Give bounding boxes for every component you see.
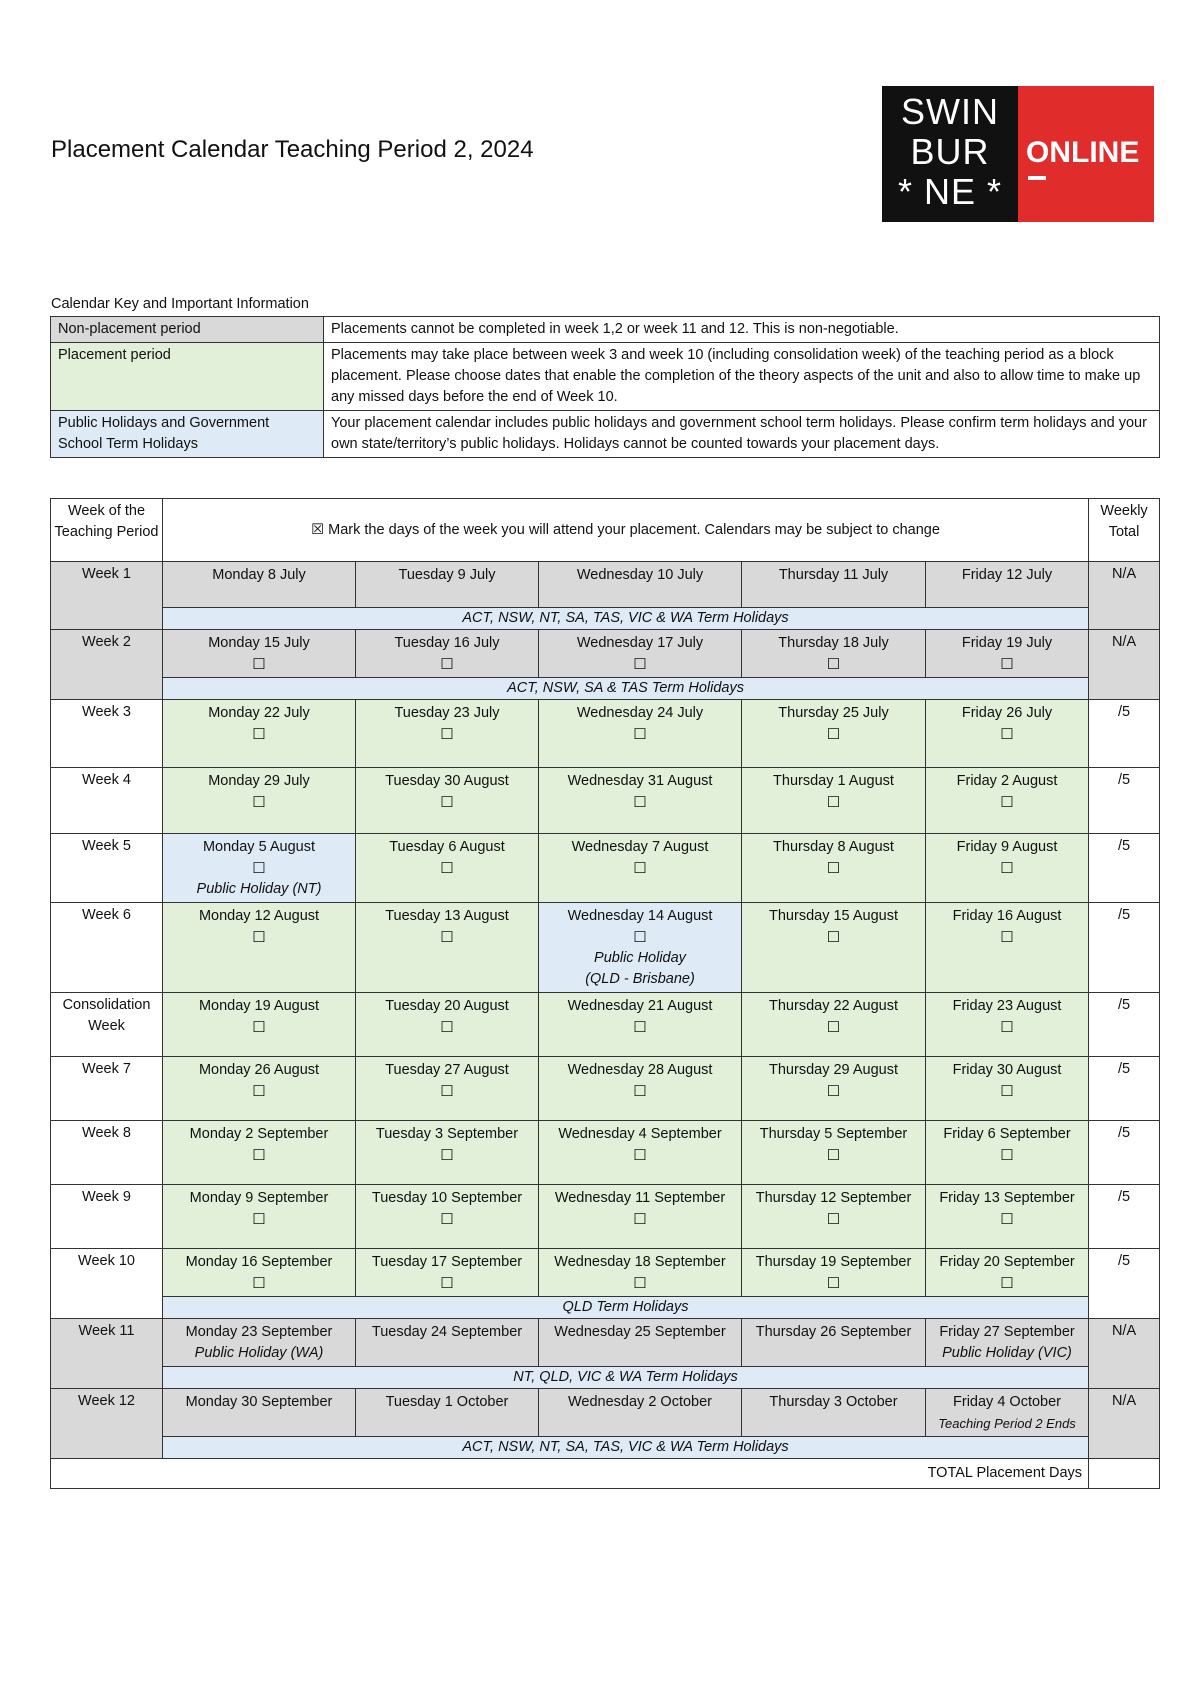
day-cell-tue	[356, 993, 539, 1057]
day-label: Tuesday 30 August	[385, 773, 509, 789]
day-label: Monday 9 September	[189, 1190, 329, 1206]
day-label: Thursday 3 October	[769, 1394, 898, 1410]
day-cell-fri	[926, 1185, 1089, 1249]
day-cell-tue	[356, 1121, 539, 1185]
day-label: Monday 16 September	[185, 1254, 333, 1270]
weekly-total[interactable]: /5	[1089, 768, 1160, 834]
day-checkbox[interactable]: ☐	[440, 726, 454, 743]
week-row	[51, 993, 1160, 1057]
week-row	[51, 1319, 1160, 1367]
day-checkbox[interactable]: ☐	[826, 656, 841, 673]
header-weekly-total: Weekly Total	[1089, 499, 1160, 562]
week-label: Week 10	[51, 1249, 163, 1319]
day-cell-fri	[926, 993, 1089, 1057]
day-checkbox[interactable]: ☐	[440, 1275, 454, 1292]
day-checkbox[interactable]: ☐	[440, 1019, 454, 1036]
day-checkbox[interactable]: ☐	[252, 794, 266, 811]
day-cell-tue	[356, 1185, 539, 1249]
day-label: Tuesday 16 July	[394, 635, 500, 651]
logo-line-1: SWIN	[901, 91, 999, 132]
key-row	[51, 411, 1160, 458]
term-holiday-row	[51, 1367, 1160, 1389]
day-cell-thu	[742, 903, 926, 993]
week-label: Week 9	[51, 1185, 163, 1249]
key-text: Your placement calendar includes public holidays and government school term holidays. Please confirm term holidays and your own state/territory’s public holidays. Holidays cannot be counted towards your placement days.	[324, 411, 1160, 458]
day-label: Friday 26 July	[961, 705, 1053, 721]
day-cell-tue	[356, 1389, 539, 1437]
placement-calendar-table	[50, 498, 1160, 1489]
day-checkbox[interactable]: ☐	[252, 1275, 266, 1292]
week-row	[51, 700, 1160, 768]
week-label: Week 2	[51, 630, 163, 700]
day-checkbox[interactable]: ☐	[252, 860, 266, 877]
day-label: Wednesday 17 July	[576, 635, 704, 651]
day-cell-thu	[742, 1319, 926, 1367]
day-label: Friday 13 September	[939, 1190, 1075, 1206]
day-cell-mon	[163, 834, 356, 903]
day-checkbox[interactable]: ☐	[252, 1019, 266, 1036]
day-cell-thu	[742, 630, 926, 678]
day-checkbox[interactable]: ☐	[633, 794, 647, 811]
day-cell-wed	[539, 1389, 742, 1437]
day-checkbox[interactable]: ☐	[252, 1211, 266, 1228]
day-cell-fri	[926, 1057, 1089, 1121]
day-cell-fri	[926, 562, 1089, 608]
day-checkbox[interactable]: ☐	[1000, 726, 1014, 743]
day-checkbox[interactable]: ☐	[440, 794, 454, 811]
weekly-total[interactable]: /5	[1089, 993, 1160, 1057]
calendar-key-table	[50, 316, 1160, 458]
day-label: Monday 2 September	[189, 1126, 329, 1142]
week-row	[51, 1185, 1160, 1249]
day-label: Thursday 26 September	[755, 1324, 912, 1340]
day-cell-fri	[926, 1389, 1089, 1437]
key-label: Public Holidays and Government School Term Holidays	[51, 411, 324, 458]
day-cell-wed	[539, 768, 742, 834]
day-label: Tuesday 10 September	[371, 1190, 523, 1206]
day-cell-wed	[539, 1319, 742, 1367]
day-label: Thursday 22 August	[769, 998, 898, 1014]
key-text: Placements cannot be completed in week 1,2 or week 11 and 12. This is non-negotiable.	[324, 317, 1160, 343]
logo-online-panel	[1018, 86, 1154, 222]
logo-online-text: ONLINE	[1026, 136, 1140, 169]
day-label: Tuesday 27 August	[385, 1062, 509, 1078]
day-checkbox[interactable]: ☐	[1000, 1019, 1014, 1036]
week-label: Week 8	[51, 1121, 163, 1185]
week-row	[51, 1249, 1160, 1297]
key-label: Placement period	[51, 343, 324, 411]
term-holiday-row	[51, 678, 1160, 700]
weekly-total[interactable]: /5	[1089, 1057, 1160, 1121]
day-cell-mon	[163, 1249, 356, 1297]
day-cell-thu	[742, 1057, 926, 1121]
day-checkbox[interactable]: ☐	[440, 929, 454, 946]
day-cell-thu	[742, 993, 926, 1057]
week-label: Week 3	[51, 700, 163, 768]
day-checkbox[interactable]: ☐	[826, 794, 841, 811]
day-label: Tuesday 20 August	[385, 998, 509, 1014]
calendar-body	[51, 562, 1160, 1459]
day-checkbox[interactable]: ☐	[826, 1147, 841, 1164]
logo-dash	[1028, 176, 1046, 180]
day-label: Friday 6 September	[943, 1126, 1071, 1142]
day-label: Wednesday 11 September	[554, 1190, 726, 1206]
day-cell-mon	[163, 562, 356, 608]
public-holiday-note: Public Holiday (NT)	[196, 881, 322, 897]
day-checkbox[interactable]: ☐	[826, 1019, 841, 1036]
day-label: Wednesday 24 July	[576, 705, 704, 721]
day-cell-fri	[926, 630, 1089, 678]
public-holiday-note: Public Holiday (VIC)	[942, 1345, 1072, 1361]
day-checkbox[interactable]: ☐	[633, 726, 647, 743]
day-checkbox[interactable]: ☐	[440, 1147, 454, 1164]
total-row	[51, 1459, 1160, 1489]
week-label: Week 12	[51, 1389, 163, 1459]
week-label: Consolidation Week	[51, 993, 163, 1057]
week-label: Week 5	[51, 834, 163, 903]
day-cell-tue	[356, 1249, 539, 1297]
day-checkbox[interactable]: ☐	[633, 1083, 647, 1100]
day-checkbox[interactable]: ☐	[1000, 1083, 1014, 1100]
day-checkbox[interactable]: ☐	[440, 656, 454, 673]
header-week: Week of the Teaching Period	[51, 499, 163, 562]
weekly-total[interactable]: /5	[1089, 1249, 1160, 1319]
day-label: Monday 8 July	[212, 567, 306, 583]
day-label: Monday 19 August	[198, 998, 320, 1014]
day-cell-mon	[163, 1121, 356, 1185]
day-label: Friday 30 August	[952, 1062, 1062, 1078]
day-cell-tue	[356, 700, 539, 768]
weekly-total[interactable]: /5	[1089, 700, 1160, 768]
day-cell-wed	[539, 1057, 742, 1121]
day-cell-wed	[539, 630, 742, 678]
day-label: Monday 30 September	[185, 1394, 333, 1410]
day-label: Tuesday 9 July	[398, 567, 496, 583]
day-cell-mon	[163, 1057, 356, 1121]
public-holiday-note: (QLD - Brisbane)	[585, 971, 695, 987]
day-label: Friday 9 August	[956, 839, 1058, 855]
day-cell-wed	[539, 993, 742, 1057]
day-label: Tuesday 6 August	[389, 839, 505, 855]
day-label: Monday 26 August	[198, 1062, 320, 1078]
day-checkbox[interactable]: ☐	[826, 1275, 841, 1292]
day-label: Monday 12 August	[198, 908, 320, 924]
day-cell-thu	[742, 768, 926, 834]
day-checkbox[interactable]: ☐	[1000, 1275, 1014, 1292]
week-row	[51, 1121, 1160, 1185]
day-checkbox[interactable]: ☐	[1000, 929, 1014, 946]
day-cell-thu	[742, 1249, 926, 1297]
weekly-total[interactable]: /5	[1089, 903, 1160, 993]
day-checkbox[interactable]: ☐	[1000, 860, 1014, 877]
day-label: Monday 15 July	[208, 635, 310, 651]
day-checkbox[interactable]: ☐	[633, 1147, 647, 1164]
day-cell-tue	[356, 834, 539, 903]
day-cell-fri	[926, 768, 1089, 834]
total-value	[1089, 1459, 1160, 1489]
day-label: Wednesday 18 September	[554, 1254, 726, 1270]
day-checkbox[interactable]: ☐	[826, 929, 841, 946]
day-cell-thu	[742, 1121, 926, 1185]
day-label: Monday 5 August	[202, 839, 316, 855]
term-holiday-banner: ACT, NSW, SA & TAS Term Holidays	[163, 678, 1089, 700]
day-cell-fri	[926, 1121, 1089, 1185]
day-label: Monday 23 September	[185, 1324, 333, 1340]
day-label: Wednesday 7 August	[571, 839, 709, 855]
day-cell-wed	[539, 834, 742, 903]
day-label: Thursday 8 August	[773, 839, 894, 855]
day-cell-mon	[163, 630, 356, 678]
day-label: Friday 23 August	[952, 998, 1062, 1014]
day-cell-wed	[539, 903, 742, 993]
key-text: Placements may take place between week 3 and week 10 (including consolidation week) of the teaching period as a block placement. Please choose dates that enable the completion of the theory aspects of the unit and also to allow time to make up any missed days before the end of Week 10.	[324, 343, 1160, 411]
day-label: Thursday 15 August	[769, 908, 898, 924]
day-cell-thu	[742, 834, 926, 903]
day-cell-fri	[926, 1319, 1089, 1367]
day-label: Thursday 18 July	[778, 635, 889, 651]
week-label: Week 7	[51, 1057, 163, 1121]
day-cell-thu	[742, 1185, 926, 1249]
day-label: Friday 16 August	[952, 908, 1062, 924]
day-label: Wednesday 2 October	[567, 1394, 712, 1410]
week-row	[51, 562, 1160, 608]
day-label: Friday 27 September	[939, 1324, 1075, 1340]
day-cell-wed	[539, 562, 742, 608]
day-cell-thu	[742, 700, 926, 768]
week-label: Week 11	[51, 1319, 163, 1389]
day-checkbox[interactable]: ☐	[826, 1211, 841, 1228]
day-cell-wed	[539, 1121, 742, 1185]
public-holiday-note: Public Holiday	[594, 950, 686, 966]
day-cell-tue	[356, 903, 539, 993]
term-holiday-banner: ACT, NSW, NT, SA, TAS, VIC & WA Term Holidays	[163, 608, 1089, 630]
day-label: Friday 19 July	[961, 635, 1053, 651]
weekly-total[interactable]: /5	[1089, 1185, 1160, 1249]
day-label: Thursday 1 August	[773, 773, 894, 789]
day-label: Tuesday 3 September	[375, 1126, 519, 1142]
day-cell-tue	[356, 768, 539, 834]
day-label: Monday 22 July	[208, 705, 310, 721]
key-row	[51, 317, 1160, 343]
day-checkbox[interactable]: ☐	[633, 1211, 647, 1228]
day-cell-tue	[356, 1319, 539, 1367]
day-label: Thursday 12 September	[755, 1190, 912, 1206]
day-cell-fri	[926, 700, 1089, 768]
day-label: Wednesday 10 July	[576, 567, 704, 583]
day-checkbox[interactable]: ☐	[633, 1019, 647, 1036]
day-checkbox[interactable]: ☐	[252, 1083, 266, 1100]
day-checkbox[interactable]: ☐	[1000, 1147, 1014, 1164]
day-label: Wednesday 31 August	[567, 773, 713, 789]
day-cell-fri	[926, 1249, 1089, 1297]
term-holiday-row	[51, 1297, 1160, 1319]
day-cell-wed	[539, 1249, 742, 1297]
weekly-total[interactable]: N/A	[1089, 1389, 1160, 1459]
day-checkbox[interactable]: ☐	[633, 656, 647, 673]
day-label: Friday 12 July	[961, 567, 1053, 583]
day-cell-thu	[742, 1389, 926, 1437]
term-holiday-banner: ACT, NSW, NT, SA, TAS, VIC & WA Term Holidays	[163, 1437, 1089, 1459]
key-label: Non-placement period	[51, 317, 324, 343]
day-cell-mon	[163, 1185, 356, 1249]
term-holiday-row	[51, 608, 1160, 630]
key-row	[51, 343, 1160, 411]
day-cell-mon	[163, 993, 356, 1057]
logo-wordmark	[882, 86, 1018, 222]
day-cell-wed	[539, 1185, 742, 1249]
term-holiday-banner: QLD Term Holidays	[163, 1297, 1089, 1319]
day-cell-tue	[356, 630, 539, 678]
weekly-total[interactable]: N/A	[1089, 630, 1160, 700]
weekly-total[interactable]: /5	[1089, 834, 1160, 903]
day-cell-mon	[163, 1319, 356, 1367]
day-cell-fri	[926, 903, 1089, 993]
term-holiday-row	[51, 1437, 1160, 1459]
day-label: Monday 29 July	[208, 773, 310, 789]
day-label: Wednesday 28 August	[567, 1062, 713, 1078]
day-checkbox[interactable]: ☐	[440, 860, 454, 877]
day-cell-tue	[356, 562, 539, 608]
calendar-header-row	[51, 499, 1160, 562]
public-holiday-note: Public Holiday (WA)	[194, 1345, 324, 1361]
day-checkbox[interactable]: ☐	[440, 1211, 454, 1228]
weekly-total[interactable]: N/A	[1089, 1319, 1160, 1389]
day-label: Wednesday 25 September	[554, 1324, 726, 1340]
day-checkbox[interactable]: ☐	[1000, 1211, 1014, 1228]
week-label: Week 4	[51, 768, 163, 834]
week-row	[51, 1057, 1160, 1121]
weekly-total[interactable]: N/A	[1089, 562, 1160, 630]
day-label: Friday 2 August	[956, 773, 1058, 789]
page-title: Placement Calendar Teaching Period 2, 2024	[51, 136, 534, 163]
day-checkbox[interactable]: ☐	[826, 1083, 841, 1100]
day-cell-mon	[163, 768, 356, 834]
header-instruction: ☒ Mark the days of the week you will attend your placement. Calendars may be subject to change	[163, 499, 1089, 562]
day-label: Wednesday 4 September	[558, 1126, 722, 1142]
day-label: Thursday 29 August	[769, 1062, 898, 1078]
day-checkbox[interactable]: ☐	[1000, 656, 1014, 673]
week-row	[51, 768, 1160, 834]
day-label: Friday 20 September	[939, 1254, 1075, 1270]
day-label: Thursday 25 July	[778, 705, 889, 721]
day-label: Tuesday 23 July	[394, 705, 500, 721]
day-cell-mon	[163, 903, 356, 993]
day-cell-fri	[926, 834, 1089, 903]
day-checkbox[interactable]: ☐	[252, 929, 266, 946]
weekly-total[interactable]: /5	[1089, 1121, 1160, 1185]
day-label: Tuesday 13 August	[385, 908, 509, 924]
day-label: Thursday 5 September	[759, 1126, 908, 1142]
day-checkbox[interactable]: ☐	[252, 656, 266, 673]
day-label: Wednesday 14 August	[567, 908, 713, 924]
day-checkbox[interactable]: ☐	[826, 726, 841, 743]
day-checkbox[interactable]: ☐	[440, 1083, 454, 1100]
day-label: Tuesday 1 October	[385, 1394, 509, 1410]
day-checkbox[interactable]: ☐	[1000, 794, 1014, 811]
swinburne-online-logo	[882, 86, 1154, 222]
term-holiday-banner: NT, QLD, VIC & WA Term Holidays	[163, 1367, 1089, 1389]
key-heading: Calendar Key and Important Information	[51, 296, 309, 312]
teaching-period-end-note: Teaching Period 2 Ends	[938, 1416, 1076, 1431]
day-cell-thu	[742, 562, 926, 608]
week-label: Week 1	[51, 562, 163, 630]
day-checkbox[interactable]: ☐	[252, 1147, 266, 1164]
day-checkbox[interactable]: ☐	[252, 726, 266, 743]
logo-line-3: * NE *	[897, 171, 1003, 212]
day-label: Wednesday 21 August	[567, 998, 713, 1014]
week-row	[51, 630, 1160, 678]
week-row	[51, 834, 1160, 903]
day-cell-mon	[163, 700, 356, 768]
day-checkbox[interactable]: ☐	[633, 860, 647, 877]
week-row	[51, 903, 1160, 993]
day-checkbox[interactable]: ☐	[826, 860, 841, 877]
day-checkbox[interactable]: ☐	[633, 929, 647, 946]
logo-line-2: BUR	[910, 131, 990, 172]
day-label: Tuesday 17 September	[371, 1254, 523, 1270]
day-label: Friday 4 October	[953, 1394, 1062, 1410]
day-cell-wed	[539, 700, 742, 768]
day-cell-tue	[356, 1057, 539, 1121]
day-label: Tuesday 24 September	[371, 1324, 523, 1340]
week-row	[51, 1389, 1160, 1437]
day-checkbox[interactable]: ☐	[633, 1275, 647, 1292]
total-label: TOTAL Placement Days	[51, 1459, 1089, 1489]
day-label: Thursday 19 September	[755, 1254, 912, 1270]
day-label: Thursday 11 July	[778, 567, 889, 583]
week-label: Week 6	[51, 903, 163, 993]
day-cell-mon	[163, 1389, 356, 1437]
